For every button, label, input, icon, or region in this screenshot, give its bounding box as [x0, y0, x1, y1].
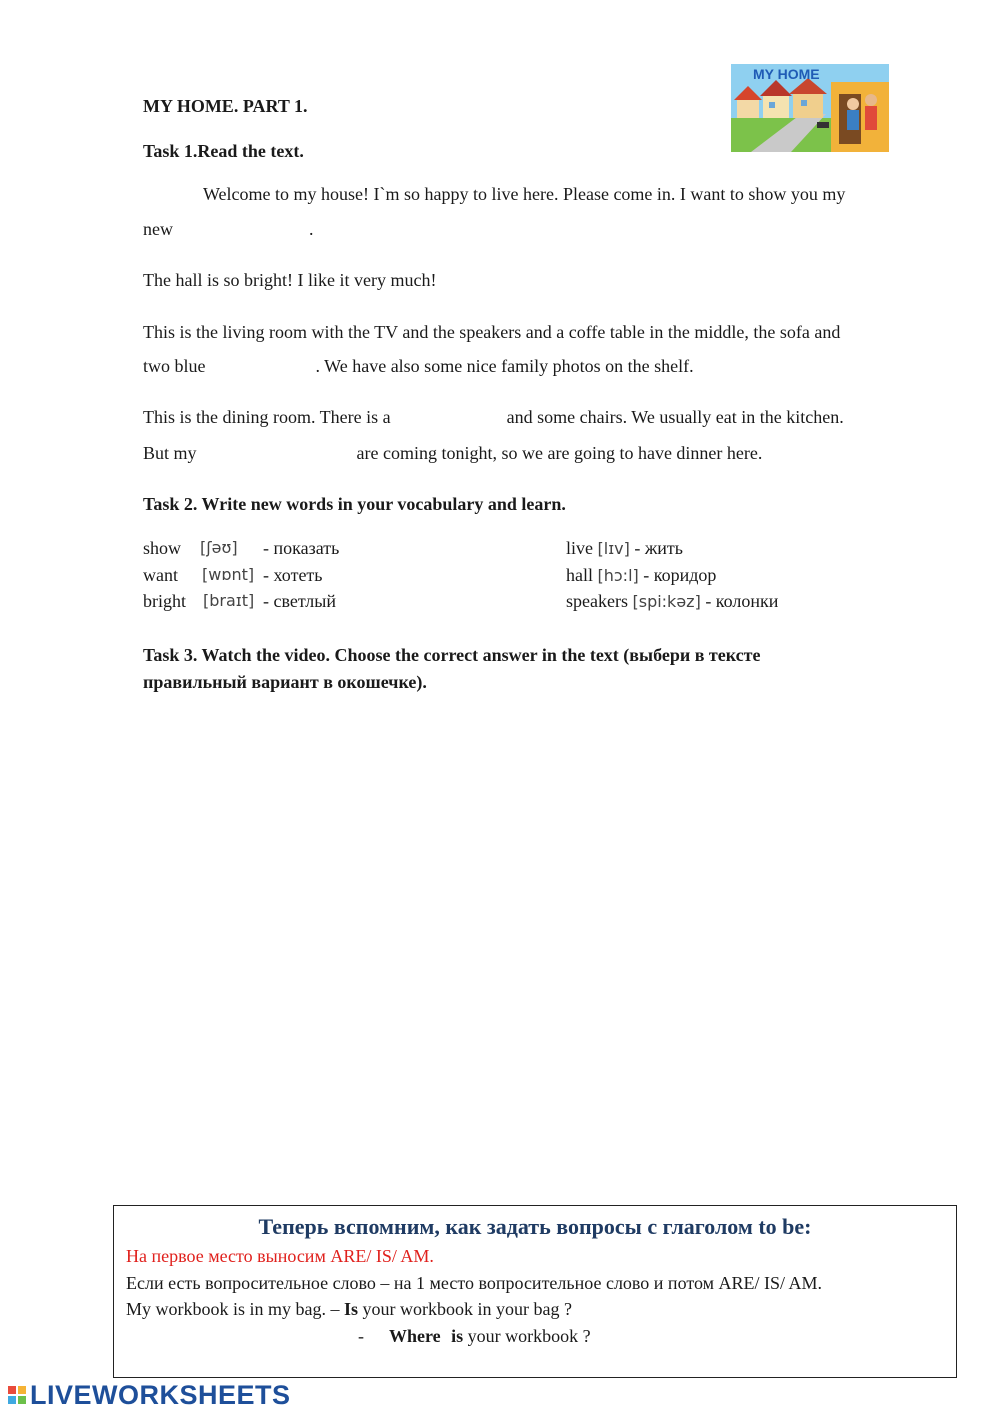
vocab-word: bright	[143, 591, 186, 611]
footer-brand	[8, 1380, 291, 1410]
banner-title: MY HOME	[753, 66, 820, 82]
task3-heading-line2: правильный вариант в окошечке).	[143, 672, 427, 692]
task1-paragraph4-line1	[143, 407, 844, 428]
vocab-translation: - хотеть	[263, 565, 323, 585]
vocab-word: want	[143, 565, 178, 585]
vocab-item	[566, 538, 683, 559]
brand-logo-icon	[8, 1386, 26, 1404]
text-fragment: But my	[143, 443, 197, 463]
vocab-word: speakers	[566, 591, 628, 611]
text-fragment: new	[143, 219, 173, 239]
vocab-translation: - колонки	[705, 591, 779, 611]
task1-paragraph2: The hall is so bright! I like it very much!	[143, 270, 437, 290]
grammar-box-title: Теперь вспомним, как задать вопросы с глаголом to be:	[258, 1214, 812, 1239]
brand-name: LIVEWORKSHEETS	[30, 1379, 291, 1410]
vocab-item	[566, 565, 716, 586]
vocab-item	[143, 591, 336, 612]
example-verb: is	[451, 1326, 464, 1346]
grammar-example-1	[126, 1299, 572, 1320]
grammar-box	[113, 1205, 957, 1378]
grammar-example-2	[358, 1326, 591, 1347]
vocab-ipa: [braɪt]	[203, 591, 255, 610]
vocab-word: show	[143, 538, 182, 558]
vocab-ipa: [spi:kəz]	[632, 592, 701, 611]
text-fragment: two blue	[143, 356, 206, 376]
task1-paragraph1-line2	[143, 219, 314, 240]
header-illustration	[731, 64, 889, 152]
text-fragment: and some chairs. We usually eat in the kitchen.	[506, 407, 844, 427]
task1-paragraph4-line2	[143, 443, 762, 464]
vocab-translation: - светлый	[263, 591, 336, 611]
task1-heading: Task 1.Read the text.	[143, 141, 304, 161]
grammar-rule: Если есть вопросительное слово – на 1 место вопросительное слово и потом ARE/ IS/ AM.	[126, 1273, 823, 1293]
vocab-ipa: [wɒnt]	[202, 565, 255, 584]
vocab-ipa: [lɪv]	[597, 539, 630, 558]
vocab-translation: - коридор	[643, 565, 717, 585]
list-dash: -	[358, 1326, 364, 1346]
task1-paragraph1-line1: Welcome to my house! I`m so happy to live here. Please come in. I want to show you my	[203, 184, 846, 204]
vocab-item	[143, 565, 323, 586]
example-verb: Is	[344, 1299, 359, 1319]
vocab-item	[566, 591, 778, 612]
task1-paragraph3-line1: This is the living room with the TV and the speakers and a coffe table in the middle, the sofa and	[143, 322, 841, 342]
vocab-ipa: [hɔ:l]	[597, 566, 639, 585]
vocab-word: hall	[566, 565, 593, 585]
vocab-word: live	[566, 538, 593, 558]
grammar-rule-red: На первое место выносим ARE/ IS/ AM.	[126, 1246, 434, 1266]
text-fragment: . We have also some nice family photos on the shelf.	[315, 356, 694, 376]
task3-heading-line1: Task 3. Watch the video. Choose the correct answer in the text (выбери в тексте	[143, 645, 761, 665]
vocab-translation: - показать	[263, 538, 340, 558]
task1-paragraph3-line2	[143, 356, 694, 377]
vocab-item	[143, 538, 340, 559]
example-question: your workbook in your bag ?	[362, 1299, 572, 1319]
example-question: your workbook ?	[467, 1326, 591, 1346]
task2-heading: Task 2. Write new words in your vocabulary and learn.	[143, 494, 566, 514]
text-fragment: are coming tonight, so we are going to have dinner here.	[356, 443, 763, 463]
vocab-ipa: [ʃəʊ]	[200, 538, 238, 557]
vocab-translation: - жить	[634, 538, 683, 558]
example-statement: My workbook is in my bag. –	[126, 1299, 340, 1319]
text-fragment: This is the dining room. There is a	[143, 407, 391, 427]
text-fragment: .	[309, 219, 314, 239]
example-question-word: Where	[389, 1326, 441, 1346]
page-title: MY HOME. PART 1.	[143, 96, 308, 116]
